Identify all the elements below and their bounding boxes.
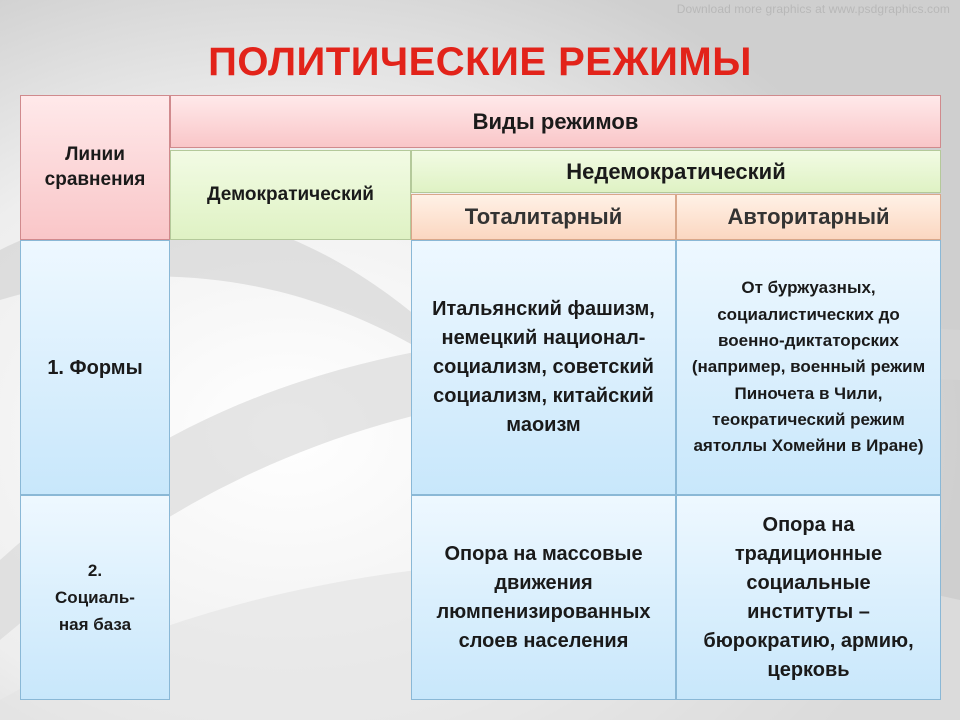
forms-authoritarian-cell: От буржуазных, социалистических до военно-диктаторских (например, военный режим Пиночета в Чили, теократический режим аятоллы Хомейни в Иране) — [676, 240, 941, 495]
democratic-header: Демократический — [170, 150, 411, 240]
regime-types-header: Виды режимов — [170, 95, 941, 148]
authoritarian-header: Авторитарный — [676, 194, 941, 240]
social-base-totalitarian-cell: Опора на массовые движения люмпенизированных слоев населения — [411, 495, 676, 700]
totalitarian-header: Тоталитарный — [411, 194, 676, 240]
social-base-authoritarian-cell: Опора на традиционные социальные институты – бюрократию, армию, церковь — [676, 495, 941, 700]
row-forms-label: 1. Формы — [20, 240, 170, 495]
watermark-text: Download more graphics at www.psdgraphics.com — [676, 2, 950, 16]
forms-totalitarian-cell: Итальянский фашизм, немецкий национал-социализм, советский социализм, китайский маоизм — [411, 240, 676, 495]
nondemocratic-header: Недемократический — [411, 150, 941, 193]
page-title: ПОЛИТИЧЕСКИЕ РЕЖИМЫ — [208, 40, 752, 84]
comparison-lines-header: Линии сравнения — [20, 95, 170, 240]
row-social-base-label: 2. Социаль-ная база — [20, 495, 170, 700]
